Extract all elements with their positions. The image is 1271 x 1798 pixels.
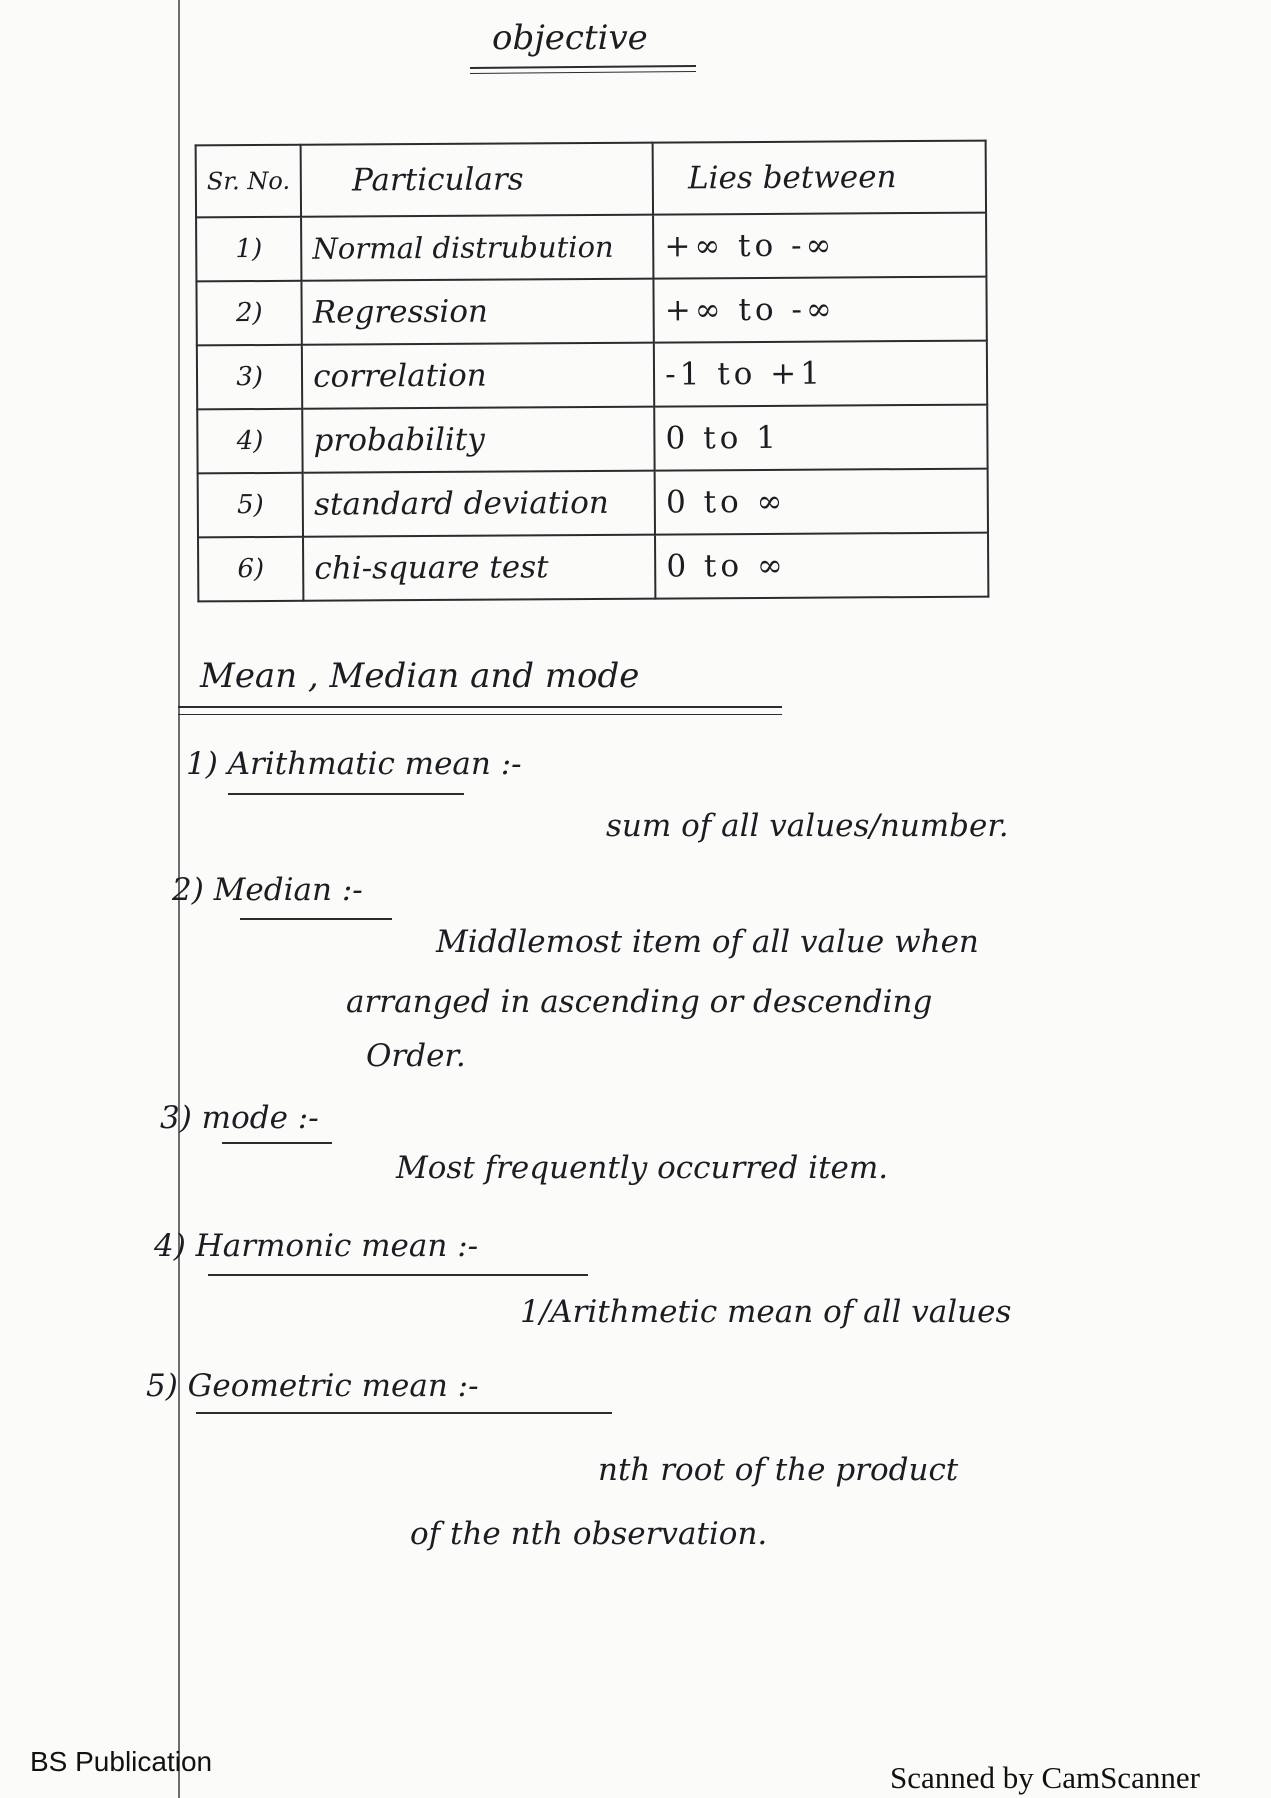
- term-arithmetic-mean: 1) Arithmatic mean :-: [186, 746, 522, 782]
- header-particulars: Particulars: [301, 143, 653, 217]
- definition-line: Middlemost item of all value when: [436, 924, 979, 960]
- row-range: +∞ to -∞: [653, 213, 986, 279]
- term-mode: 3) mode :-: [160, 1100, 319, 1136]
- table-row: [198, 469, 988, 538]
- row-range: -1 to +1: [654, 341, 987, 407]
- term-harmonic-mean: 4) Harmonic mean :-: [154, 1228, 479, 1264]
- term-underline: [196, 1412, 612, 1414]
- header-sr-no: Sr. No.: [196, 145, 302, 218]
- header-lies-between: Lies between: [653, 141, 986, 215]
- scanner-watermark: Scanned by CamScanner: [890, 1760, 1200, 1795]
- table-row: [198, 533, 988, 602]
- row-particular: standard deviation: [303, 471, 655, 537]
- row-particular: chi-square test: [303, 535, 655, 601]
- definition-line: arranged in ascending or descending: [346, 984, 933, 1020]
- definition-line: sum of all values/number.: [606, 808, 1009, 844]
- row-number: 2): [196, 281, 302, 346]
- row-particular: correlation: [302, 343, 654, 409]
- definition-line: Order.: [366, 1038, 466, 1074]
- term-underline: [240, 918, 392, 920]
- table-row: [197, 341, 987, 410]
- page-title: objective: [492, 18, 648, 58]
- definition-line: of the nth observation.: [410, 1516, 768, 1552]
- row-range: 0 to 1: [654, 405, 987, 471]
- row-range: 0 to ∞: [655, 469, 988, 535]
- row-range: +∞ to -∞: [654, 277, 987, 343]
- row-number: 3): [197, 345, 303, 410]
- term-geometric-mean: 5) Geometric mean :-: [146, 1368, 479, 1404]
- section-heading: Mean , Median and mode: [200, 656, 640, 696]
- publisher-footer: BS Publication: [30, 1746, 213, 1777]
- definition-line: 1/Arithmetic mean of all values: [520, 1294, 1012, 1330]
- table-header-row: [196, 141, 986, 218]
- table-row: [196, 213, 986, 282]
- definition-line: Most frequently occurred item.: [396, 1150, 889, 1186]
- objective-table: [195, 140, 990, 603]
- term-underline: [208, 1274, 588, 1276]
- section-heading-underline: [178, 706, 782, 708]
- row-number: 4): [197, 409, 303, 474]
- row-particular: Regression: [302, 279, 654, 345]
- section-heading-underline-2: [178, 714, 782, 715]
- term-median: 2) Median :-: [172, 872, 363, 908]
- row-range: 0 to ∞: [655, 533, 988, 599]
- title-underline: [470, 65, 696, 69]
- title-underline-2: [470, 71, 696, 74]
- table-row: [196, 277, 986, 346]
- row-number: 5): [198, 473, 304, 538]
- term-underline: [222, 1142, 332, 1144]
- row-number: 1): [196, 217, 302, 282]
- term-underline: [228, 793, 464, 795]
- row-number: 6): [198, 537, 304, 602]
- row-particular: probability: [302, 407, 654, 473]
- table-row: [197, 405, 987, 474]
- row-particular: Normal distrubution: [301, 215, 653, 281]
- definition-line: nth root of the product: [598, 1452, 959, 1488]
